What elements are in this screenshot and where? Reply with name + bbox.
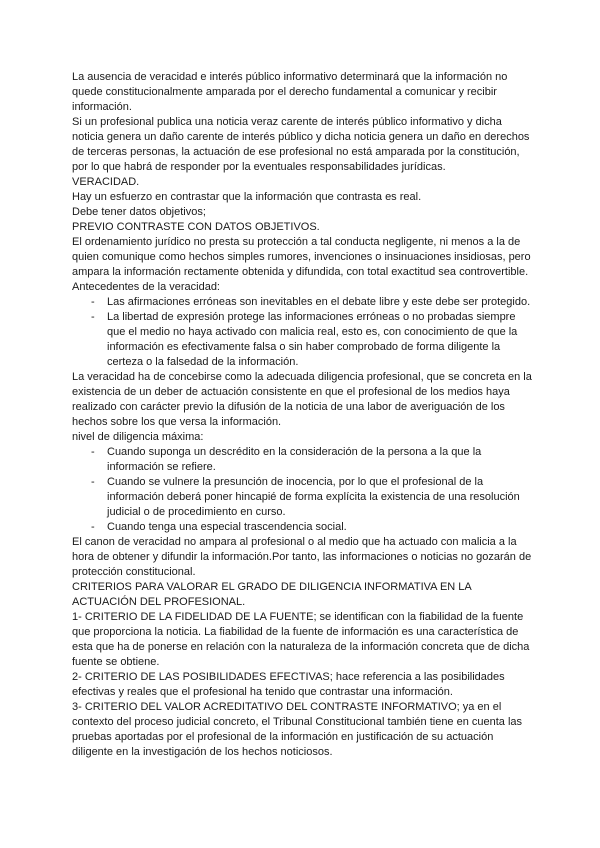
heading-nivel-diligencia: nivel de diligencia máxima: bbox=[72, 431, 204, 443]
paragraph-criterio-fidelidad: 1- CRITERIO DE LA FIDELIDAD DE LA FUENTE; se identifican con la fiabilidad de la fuente que proporciona la noticia. La fiabilidad de la fuente de información es una característica de esta que ha de ponerse en relación con la naturaleza de la información concreta que de dicha fuente se obtiene. bbox=[72, 611, 530, 668]
paragraph-diligencia-profesional: La veracidad ha de concebirse como la adecuada diligencia profesional, que se concreta en la existencia de un deber de actuación consistente en que el profesional de los medios haya realizado con carácter previo la difusión de la noticia de una labor de averiguación de los hechos sobre los que versa la información. bbox=[72, 371, 532, 428]
list-item: - Cuando se vulnere la presunción de inocencia, por lo que el profesional de la información deberá poner hincapié de forma explícita la existencia de una resolución judicial o de procedimiento en curso. bbox=[72, 475, 532, 520]
list-item: - Cuando tenga una especial trascendencia social. bbox=[72, 520, 532, 535]
heading-previo-contraste: PREVIO CONTRASTE CON DATOS OBJETIVOS. bbox=[72, 221, 320, 233]
heading-antecedentes: Antecedentes de la veracidad: bbox=[72, 281, 220, 293]
antecedentes-list bbox=[72, 295, 532, 370]
heading-veracidad: VERACIDAD. bbox=[72, 176, 140, 188]
list-item: - Cuando suponga un descrédito en la consideración de la persona a la que la información se refiere. bbox=[72, 445, 532, 475]
paragraph-datos-objetivos: Debe tener datos objetivos; bbox=[72, 206, 206, 218]
paragraph-ausencia-veracidad: La ausencia de veracidad e interés público informativo determinará que la información no quede constitucionalmente amparada por el derecho fundamental a comunicar y recibir información. bbox=[72, 71, 508, 113]
paragraph-profesional-publica: Si un profesional publica una noticia veraz carente de interés público informativo y dicha noticia genera un daño carente de interés público y dicha noticia genera un daño en derechos de terceras personas, la actuación de ese profesional no está amparada por la constitución, por lo que habrá de responder por la eventuales responsabilidades jurídicas. bbox=[72, 116, 530, 173]
diligencia-list bbox=[72, 445, 532, 535]
list-item: - La libertad de expresión protege las informaciones erróneas o no probadas siempre que el medio no haya activado con malicia real, esto es, con conocimiento de que la información es efectivamente falsa o sin haber comprobado de forma diligente la certeza o la falsedad de la información. bbox=[72, 310, 532, 370]
heading-criterios: CRITERIOS PARA VALORAR EL GRADO DE DILIGENCIA INFORMATIVA EN LA ACTUACIÓN DEL PROFESIONAL. bbox=[72, 581, 472, 608]
document-page bbox=[72, 70, 532, 760]
paragraph-esfuerzo-contrastar: Hay un esfuerzo en contrastar que la información que contrasta es real. bbox=[72, 191, 422, 203]
paragraph-criterio-valor-acreditativo: 3- CRITERIO DEL VALOR ACREDITATIVO DEL CONTRASTE INFORMATIVO; ya en el contexto del proceso judicial concreto, el Tribunal Constitucional también tiene en cuenta las pruebas aportadas por el profesional de la información en justificación de su actuación diligente en la investigación de los hechos noticiosos. bbox=[72, 701, 523, 758]
list-item: - Las afirmaciones erróneas son inevitables en el debate libre y este debe ser protegido. bbox=[72, 295, 532, 310]
paragraph-criterio-posibilidades: 2- CRITERIO DE LAS POSIBILIDADES EFECTIVAS; hace referencia a las posibilidades efectivas y reales que el profesional ha tenido que contrastar una información. bbox=[72, 671, 505, 698]
paragraph-canon-veracidad: El canon de veracidad no ampara al profesional o al medio que ha actuado con malicia a la hora de obtener y difundir la información.Por tanto, las informaciones o noticias no gozarán de protección constitucional. bbox=[72, 536, 532, 578]
paragraph-ordenamiento-juridico: El ordenamiento jurídico no presta su protección a tal conducta negligente, ni menos a la de quien comunique como hechos simples rumores, invenciones o insinuaciones insidiosas, pero ampara la información rectamente obtenida y difundida, con total exactitud sea controvertible. bbox=[72, 236, 531, 278]
